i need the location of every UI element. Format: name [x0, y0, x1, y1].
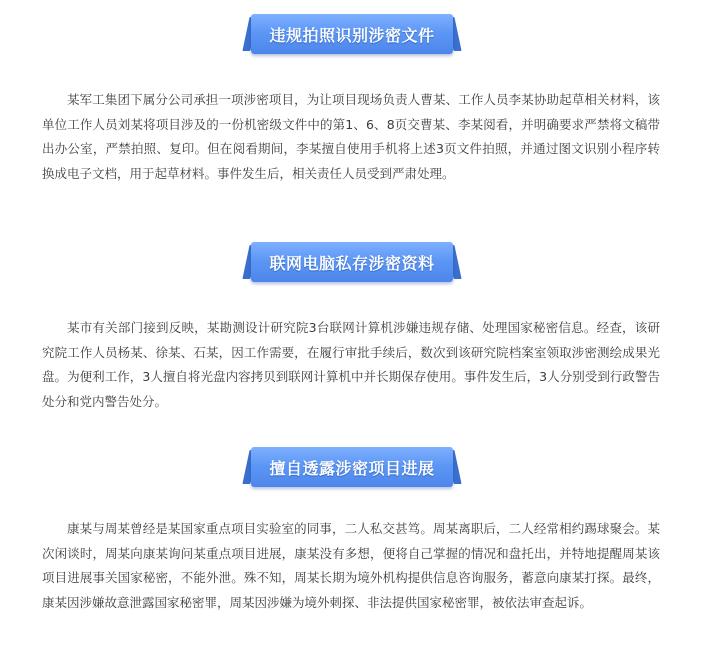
banner-body	[251, 447, 453, 487]
section-3-paragraph: 康某与周某曾经是某国家重点项目实验室的同事，二人私交甚笃。周某离职后，二人经常相约踢球聚会。某次闲谈时，周某向康某询问某重点项目进展，康某没有多想，便将自己掌握的情况和盘托出，并特地提醒周某该项目进展事关国家秘密，不能外泄。殊不知，周某长期为境外机构提供信息咨询服务，蓄意向康某打探。最终，康某因涉嫌故意泄露国家秘密罪，周某因涉嫌为境外刺探、非法提供国家秘密罪，被依法审查起诉。	[42, 521, 660, 610]
section-1-banner	[246, 14, 458, 54]
section-1-heading: 违规拍照识别涉密文件	[269, 25, 435, 45]
section-3-banner	[246, 447, 458, 487]
banner-body	[251, 14, 453, 54]
section-2-paragraph: 某市有关部门接到反映，某勘测设计研究院3台联网计算机涉嫌违规存储、处理国家秘密信息。经查，该研究院工作人员杨某、徐某、石某，因工作需要，在履行审批手续后，数次到该研究院档案室领取涉密测绘成果光盘。为便利工作，3人擅自将光盘内容拷贝到联网计算机中并长期保存使用。事件发生后，3人分别受到行政警告处分和党内警告处分。	[42, 320, 660, 409]
section-2-heading: 联网电脑私存涉密资料	[269, 253, 435, 273]
banner-body	[251, 242, 453, 282]
section-2-banner	[246, 242, 458, 282]
section-3-heading: 擅自透露涉密项目进展	[269, 458, 435, 478]
section-1-paragraph: 某军工集团下属分公司承担一项涉密项目，为让项目现场负责人曹某、工作人员李某协助起草相关材料，该单位工作人员刘某将项目涉及的一份机密级文件中的第1、6、8页交曹某、李某阅看，并明确要求严禁将文稿带出办公室，严禁拍照、复印。但在阅看期间，李某擅自使用手机将上述3页文件拍照，并通过图文识别小程序转换成电子文档，用于起草材料。事件发生后，相关责任人员受到严肃处理。	[42, 92, 660, 181]
